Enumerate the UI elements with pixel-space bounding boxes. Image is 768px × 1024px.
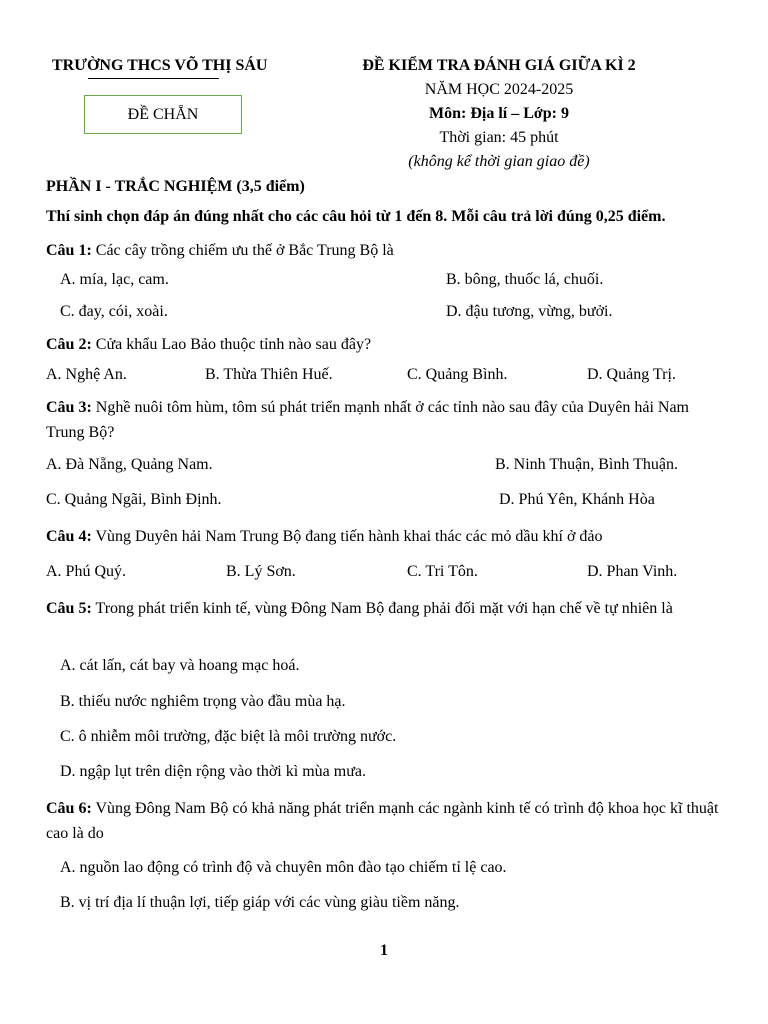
school-year: NĂM HỌC 2024-2025 <box>424 81 574 98</box>
q3-option-c: C. Quảng Ngãi, Bình Định. <box>46 491 222 508</box>
q4-option-a: A. Phú Quý. <box>46 563 127 580</box>
q3-option-b: B. Ninh Thuận, Bình Thuận. <box>495 456 678 473</box>
question-label: Câu 3: <box>46 399 92 416</box>
question-text: Các cây trồng chiếm ưu thế ở Bắc Trung Bộ là <box>91 242 394 259</box>
q5-option-b: B. thiếu nước nghiêm trọng vào đầu mùa hạ. <box>60 693 346 710</box>
question-label: Câu 1: <box>46 242 92 259</box>
q5-option-a: A. cát lấn, cát bay và hoang mạc hoá. <box>60 657 300 674</box>
question-5 <box>46 596 730 621</box>
q5-option-c: C. ô nhiễm môi trường, đặc biệt là môi trường nước. <box>60 728 397 745</box>
section-title: PHẦN I - TRẮC NGHIỆM (3,5 điểm) <box>46 178 305 195</box>
q3-option-a: A. Đà Nẵng, Quảng Nam. <box>46 456 213 473</box>
question-6 <box>46 796 730 846</box>
question-text: Vùng Duyên hải Nam Trung Bộ đang tiến hành khai thác các mỏ dầu khí ở đảo <box>91 528 603 545</box>
question-text: Cửa khẩu Lao Bảo thuộc tỉnh nào sau đây? <box>91 336 372 353</box>
question-3 <box>46 395 730 445</box>
q5-option-d: D. ngập lụt trên diện rộng vào thời kì mùa mưa. <box>60 763 366 780</box>
q1-option-a: A. mía, lạc, cam. <box>60 271 169 288</box>
q2-option-a: A. Nghệ An. <box>46 366 127 383</box>
question-label: Câu 2: <box>46 336 92 353</box>
school-underline <box>88 78 219 79</box>
q2-option-c: C. Quảng Bình. <box>407 366 508 383</box>
duration-line: Thời gian: 45 phút <box>439 129 559 146</box>
section-instruction: Thí sinh chọn đáp án đúng nhất cho các câu hỏi từ 1 đến 8. Mỗi câu trả lời đúng 0,25 điểm. <box>46 208 666 225</box>
question-4 <box>46 524 730 549</box>
q4-option-b: B. Lý Sơn. <box>226 563 296 580</box>
subject-line: Môn: Địa lí – Lớp: 9 <box>429 105 569 122</box>
q6-option-b: B. vị trí địa lí thuận lợi, tiếp giáp với các vùng giàu tiềm năng. <box>60 894 460 911</box>
school-name: TRƯỜNG THCS VÕ THỊ SÁU <box>52 57 268 74</box>
question-text: Vùng Đông Nam Bộ có khả năng phát triển mạnh các ngành kinh tế có trình độ khoa học kĩ thuật cao là do <box>46 800 719 842</box>
q1-option-d: D. đậu tương, vừng, bưởi. <box>446 303 613 320</box>
exam-variant-box <box>84 95 242 134</box>
q4-option-d: D. Phan Vinh. <box>587 563 678 580</box>
q1-option-b: B. bông, thuốc lá, chuối. <box>446 271 604 288</box>
q2-option-d: D. Quảng Trị. <box>587 366 676 383</box>
duration-note: (không kể thời gian giao đề) <box>408 153 590 170</box>
q2-option-b: B. Thừa Thiên Huế. <box>205 366 333 383</box>
page-number: 1 <box>380 942 388 959</box>
question-label: Câu 5: <box>46 600 92 617</box>
exam-title: ĐỀ KIỂM TRA ĐÁNH GIÁ GIỮA KÌ 2 <box>362 57 636 74</box>
question-1 <box>46 238 730 263</box>
q4-option-c: C. Tri Tôn. <box>407 563 478 580</box>
question-2 <box>46 332 730 357</box>
question-label: Câu 4: <box>46 528 92 545</box>
question-text: Nghề nuôi tôm hùm, tôm sú phát triển mạnh nhất ở các tỉnh nào sau đây của Duyên hải Nam Trung Bộ? <box>46 399 689 441</box>
question-label: Câu 6: <box>46 800 92 817</box>
q6-option-a: A. nguồn lao động có trình độ và chuyên môn đào tạo chiếm tỉ lệ cao. <box>60 859 507 876</box>
question-text: Trong phát triển kinh tế, vùng Đông Nam Bộ đang phải đối mặt với hạn chế về tự nhiên là <box>91 600 673 617</box>
exam-variant-label: ĐỀ CHẴN <box>127 105 199 123</box>
q1-option-c: C. đay, cói, xoài. <box>60 303 168 320</box>
q3-option-d: D. Phú Yên, Khánh Hòa <box>499 491 655 508</box>
